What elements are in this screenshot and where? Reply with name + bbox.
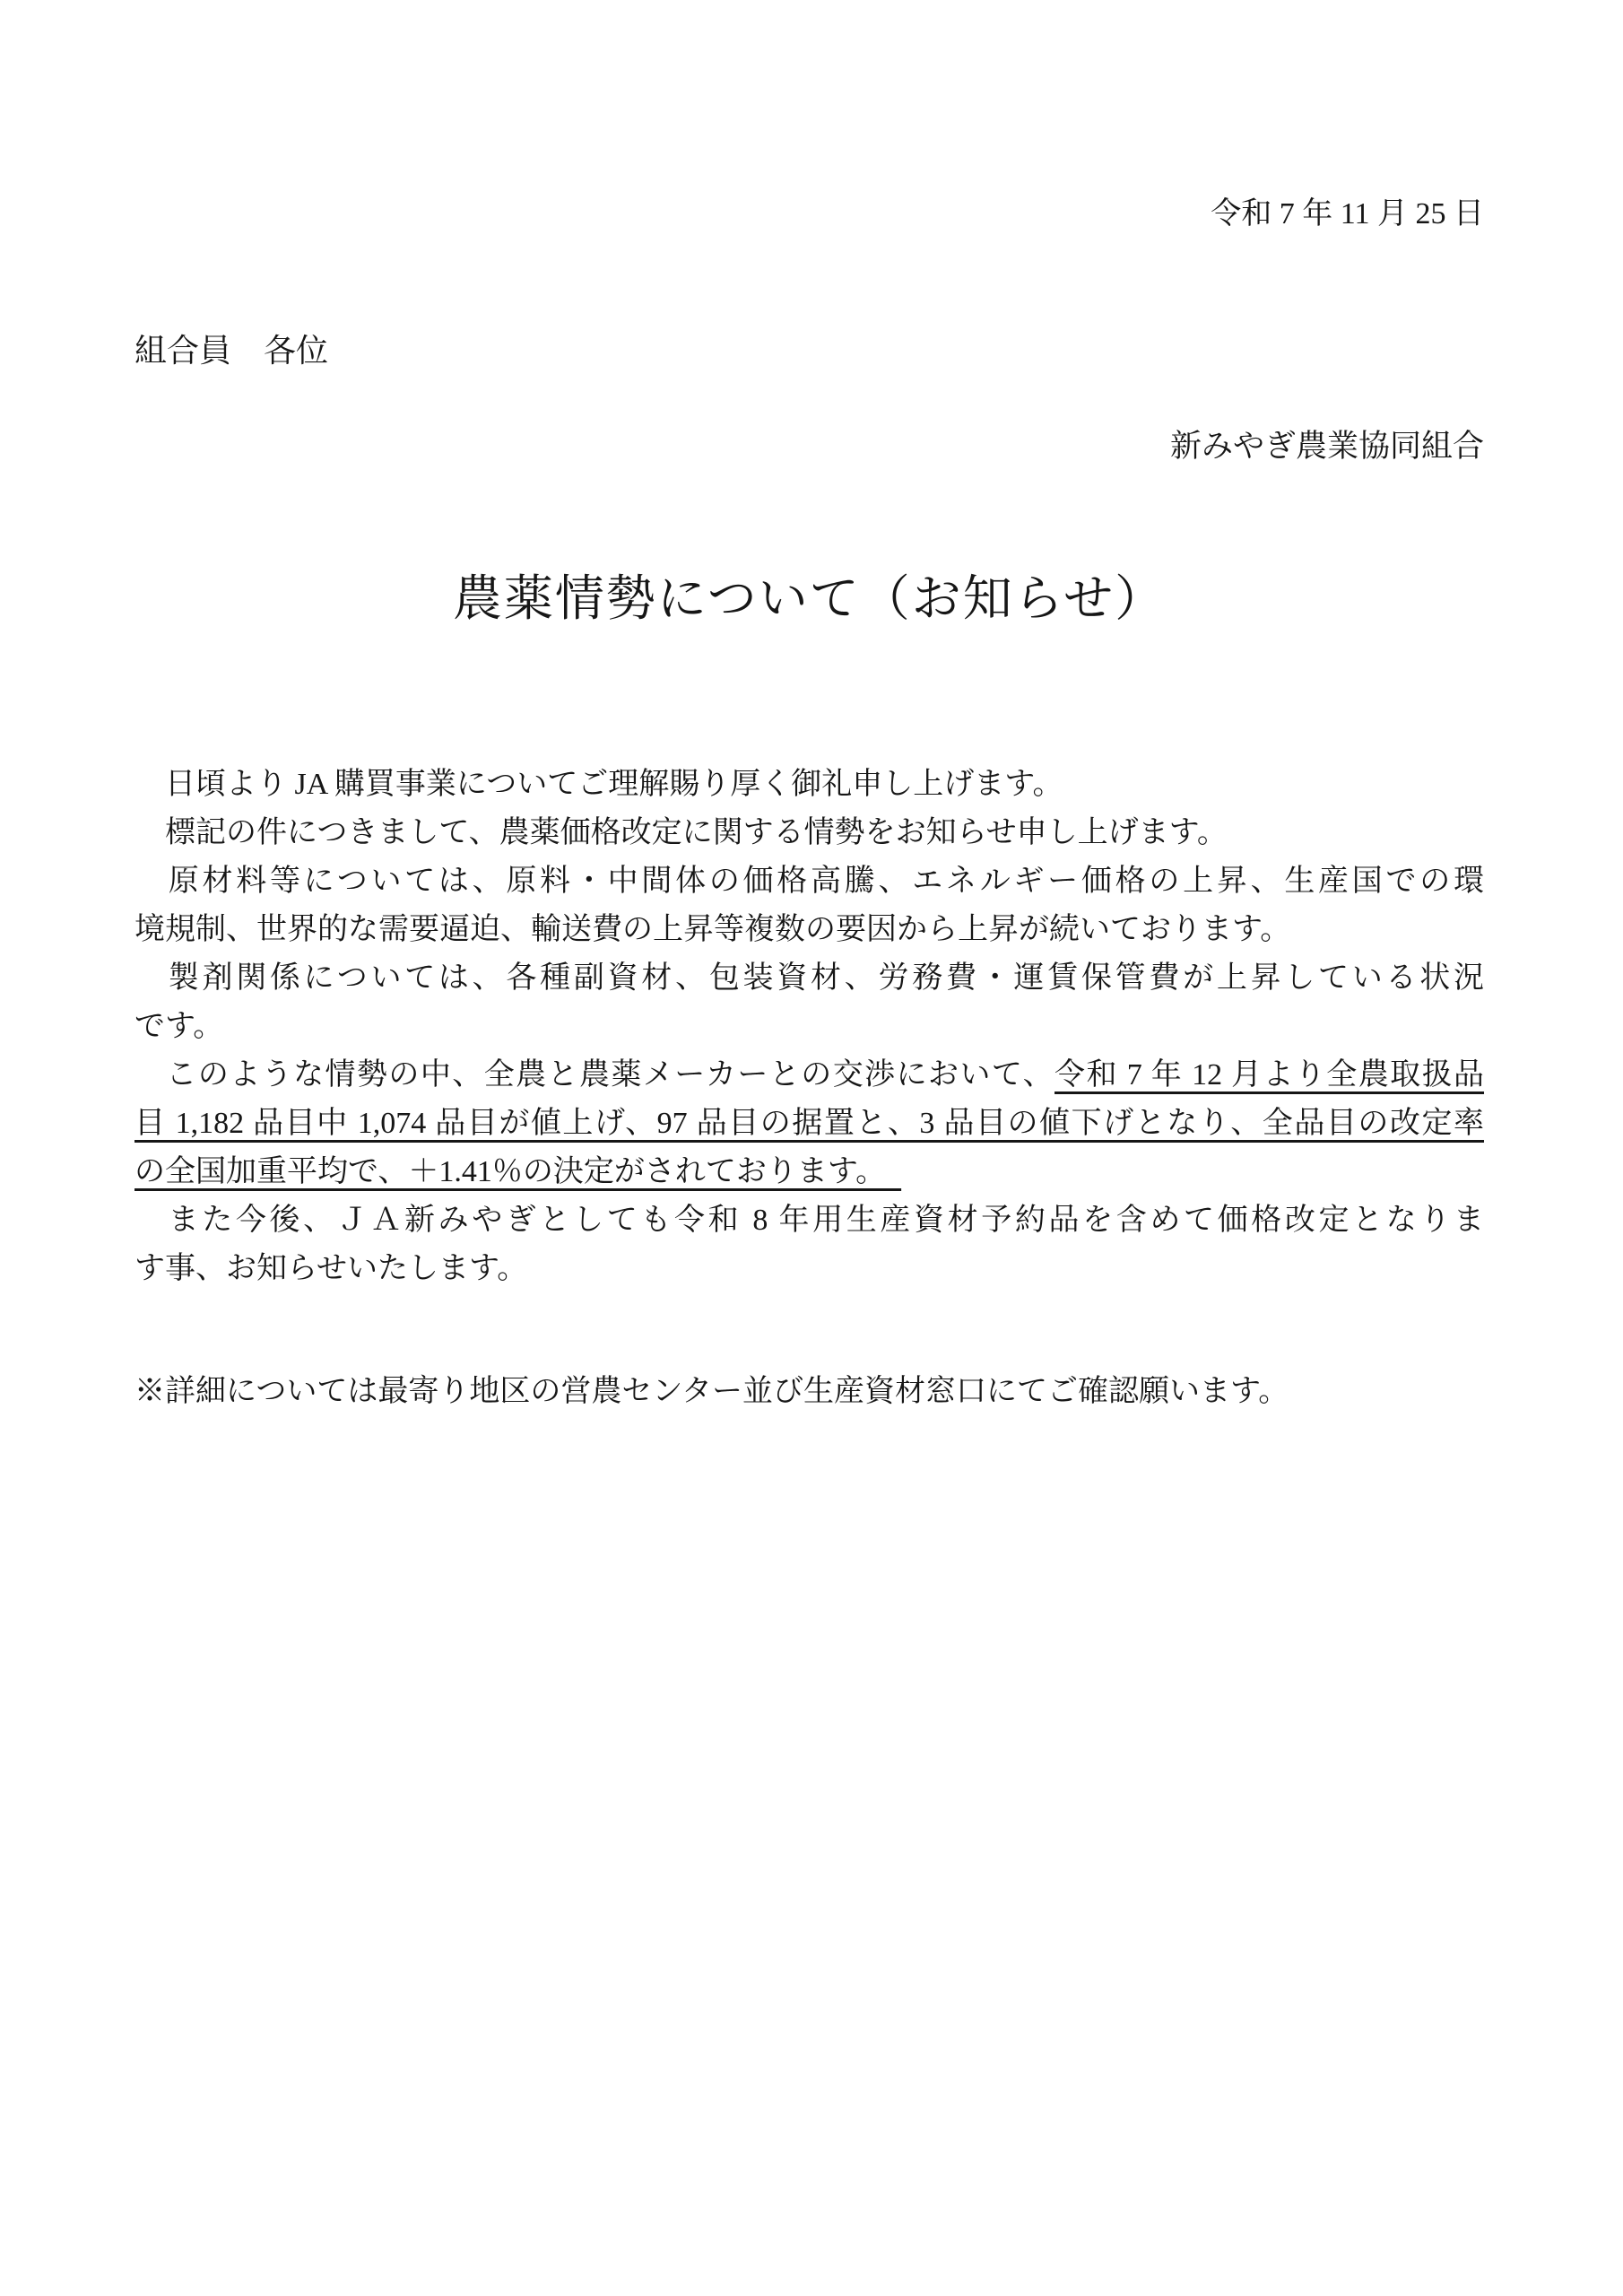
body-line (135, 761, 1484, 809)
body-line-text: 原材料等については、原料・中間体の価格高騰、エネルギー価格の上昇、生産国での環 (135, 865, 1484, 898)
underlined-text: の全国加重平均で、＋1.41％の決定がされております。 (135, 1155, 902, 1188)
footnote-line: ※詳細については最寄り地区の営農センター並び生産資材窓口にてご確認願います。 (135, 1375, 1289, 1408)
body-line-text: す事、お知らせいたします。 (135, 1252, 528, 1285)
body-line-text: 標記の件につきまして、農薬価格改定に関する情勢をお知らせ申し上げます。 (135, 816, 1228, 849)
body-line (135, 1051, 1484, 1100)
body-line (135, 857, 1484, 906)
body-line (135, 1148, 1484, 1196)
body-line (135, 1196, 1484, 1245)
sender-line: 新みやぎ農業協同組合 (1169, 429, 1484, 464)
body-line (135, 809, 1484, 857)
date-line: 令和 7 年 11 月 25 日 (1211, 197, 1484, 230)
document-title: 農薬情勢について（お知らせ） (452, 571, 1167, 626)
body-line (135, 1245, 1484, 1293)
body-line (135, 906, 1484, 954)
body-text (135, 761, 1484, 1293)
body-line-text: 日頃より JA 購買事業についてご理解賜り厚く御礼申し上げます。 (135, 768, 1063, 801)
recipient-line: 組合員 各位 (135, 333, 329, 369)
body-line-text: 製剤関係については、各種副資材、包装資材、労務費・運賃保管費が上昇している状況 (135, 961, 1484, 995)
body-line-text: です。 (135, 1010, 224, 1043)
body-line (135, 954, 1484, 1003)
body-line (135, 1003, 1484, 1051)
body-line-text: また今後、ＪＡ新みやぎとしても令和 8 年用生産資材予約品を含めて価格改定となりま (135, 1204, 1484, 1237)
body-line (135, 1100, 1484, 1148)
body-line-text: 境規制、世界的な需要逼迫、輸送費の上昇等複数の要因から上昇が続いております。 (135, 913, 1291, 946)
underlined-text: 令和 7 年 12 月より全農取扱品 (1055, 1058, 1485, 1091)
underlined-text: 目 1,182 品目中 1,074 品目が値上げ、97 品目の据置と、3 品目の値下げとなり、全品目の改定率 (135, 1107, 1484, 1140)
body-line-text: このような情勢の中、全農と農薬メーカーとの交渉において、 (135, 1058, 1055, 1091)
